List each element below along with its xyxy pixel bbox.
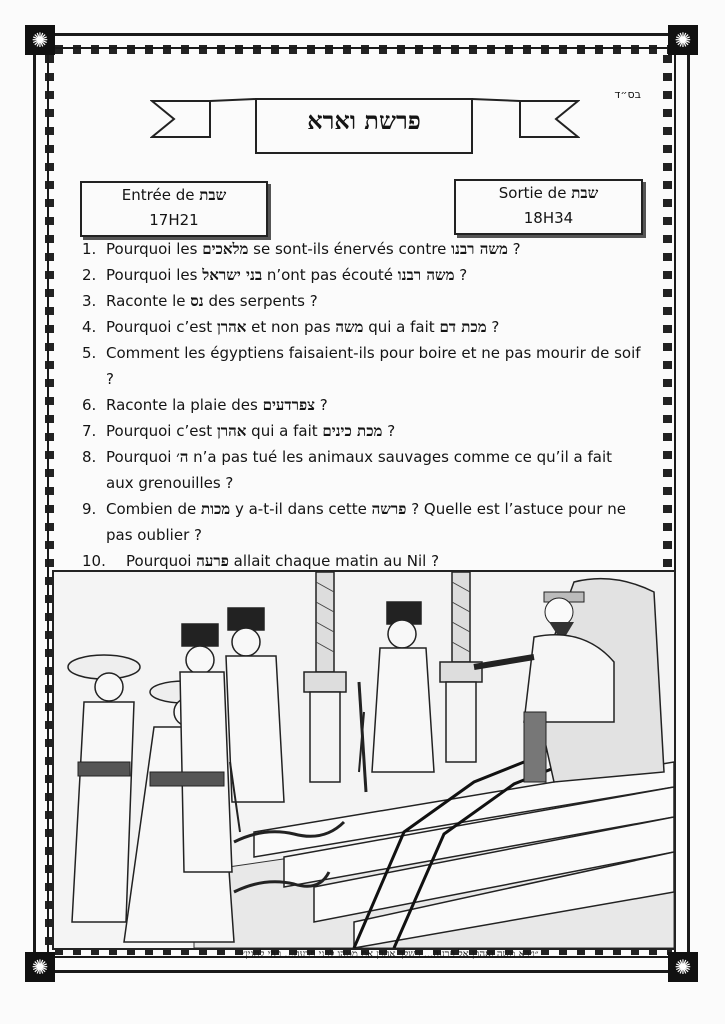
question-number: 2. <box>82 266 97 284</box>
question-text: ? <box>382 422 396 440</box>
hebrew-term: משה <box>335 318 364 336</box>
question-text: et non pas <box>246 318 336 336</box>
pharaoh-court-drawing <box>54 572 674 948</box>
hebrew-term: מכת דם <box>439 318 487 336</box>
question-number: 5. <box>82 344 97 362</box>
entry-time: 17H21 <box>149 211 199 229</box>
question-list <box>82 236 642 574</box>
hebrew-term: אהרן <box>216 422 247 440</box>
question-number: 1. <box>82 240 97 258</box>
question-text: qui a fait <box>363 318 440 336</box>
entry-box <box>80 181 268 237</box>
hebrew-term: מכת כינים <box>322 422 383 440</box>
hebrew-term: ה׳ <box>176 448 189 466</box>
question-item <box>82 340 642 392</box>
entry-label: Entrée de <box>121 186 195 204</box>
question-item <box>82 496 642 548</box>
question-text: ? <box>486 318 500 336</box>
question-text: qui a fait <box>246 422 323 440</box>
exit-box <box>454 179 643 235</box>
question-text: Pourquoi les <box>106 266 203 284</box>
question-text: ? Quelle est l’astuce pour ne pas oublier ? <box>106 500 626 544</box>
hebrew-term: משה רבנו <box>397 266 455 284</box>
hebrew-term: נס <box>190 292 204 310</box>
question-text: Pourquoi <box>106 448 177 466</box>
exit-time: 18H34 <box>523 209 574 227</box>
question-text: Raconte la plaie des <box>106 396 263 414</box>
hebrew-term: מלאכים <box>202 240 249 258</box>
bsd-mark: בס״ד <box>614 88 641 101</box>
question-text: Pourquoi c’est <box>106 318 217 336</box>
question-text: ? <box>507 240 521 258</box>
question-text: Pourquoi c’est <box>106 422 217 440</box>
question-text: ? <box>315 396 328 414</box>
question-text: n’a pas tué les animaux sauvages comme ce qu’il a fait aux grenouilles ? <box>106 448 613 492</box>
question-item <box>82 314 642 340</box>
question-text: des serpents ? <box>203 292 318 310</box>
question-number: 3. <box>82 292 97 310</box>
question-item <box>82 392 642 418</box>
question-item <box>82 418 642 444</box>
ornament-icon: ✺ <box>668 952 698 982</box>
question-item <box>82 262 642 288</box>
hebrew-term: אהרן <box>216 318 247 336</box>
hebrew-term: מכות <box>200 500 231 518</box>
question-number: 4. <box>82 318 97 336</box>
question-text: Pourquoi <box>126 552 197 570</box>
question-number: 6. <box>82 396 97 414</box>
illustration-caption: ״ויבא משה ואהרן אל פרעה... וישלך אהרן את מטהו לפני פרעה... ויהי לתנין״ <box>241 949 539 960</box>
question-text: Combien de <box>106 500 201 518</box>
ornament-icon: ✺ <box>668 25 698 55</box>
entry-shabbat: שבת <box>199 186 227 204</box>
question-number: 10. <box>82 552 106 570</box>
question-text: allait chaque matin au Nil ? <box>228 552 440 570</box>
hebrew-term: פרעה <box>196 552 229 570</box>
hebrew-term: צפרדעים <box>262 396 315 414</box>
question-text: n’ont pas écouté <box>262 266 398 284</box>
question-number: 9. <box>82 500 97 518</box>
question-text: se sont-ils énervés contre <box>248 240 452 258</box>
question-text: Comment les égyptiens faisaient-ils pour boire et ne pas mourir de soif ? <box>106 344 641 388</box>
hebrew-term: פרשה <box>371 500 407 518</box>
question-text: ? <box>454 266 468 284</box>
exit-label: Sortie de <box>498 184 567 202</box>
question-item <box>82 444 642 496</box>
hebrew-term: בני ישראל <box>202 266 263 284</box>
question-text: Pourquoi les <box>106 240 203 258</box>
question-number: 8. <box>82 448 97 466</box>
illustration <box>52 570 676 950</box>
hebrew-term: משה רבנו <box>451 240 508 258</box>
question-number: 7. <box>82 422 97 440</box>
question-text: Raconte le <box>106 292 191 310</box>
page-title: פרשת וארא <box>307 106 421 135</box>
exit-shabbat: שבת <box>571 184 599 202</box>
ornament-icon: ✺ <box>25 952 55 982</box>
question-item <box>82 236 642 262</box>
question-text: y a-t-il dans cette <box>230 500 372 518</box>
ornament-icon: ✺ <box>25 25 55 55</box>
question-item <box>82 288 642 314</box>
